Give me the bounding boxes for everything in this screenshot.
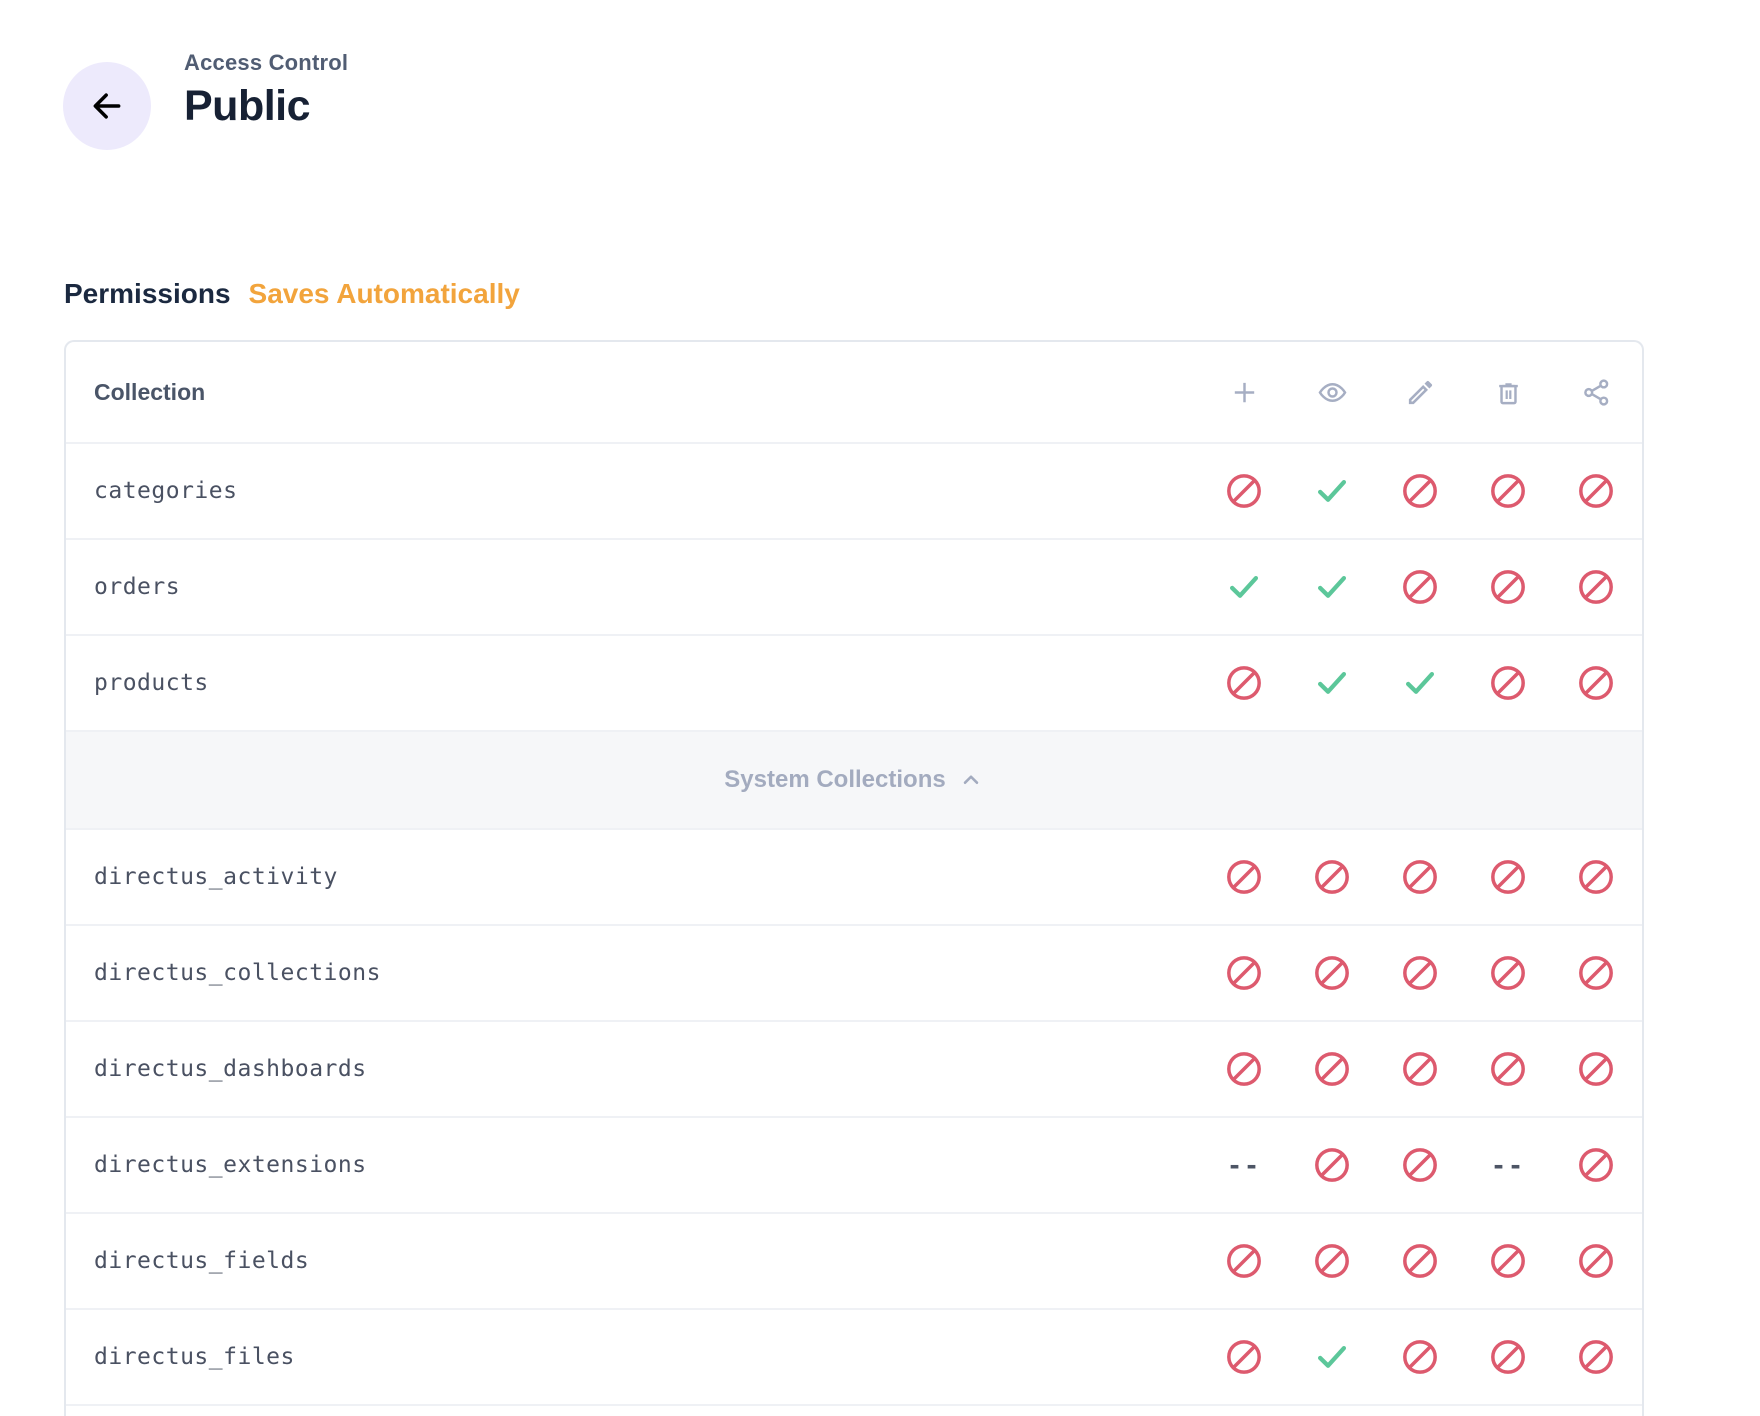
system-collections-toggle[interactable] (66, 730, 1642, 828)
permission-none-block-icon[interactable] (1312, 951, 1352, 995)
table-row-partial (66, 1404, 1642, 1416)
permission-none-block-icon[interactable] (1400, 1335, 1440, 1379)
table-row[interactable] (66, 538, 1642, 634)
permission-none-block-icon[interactable] (1488, 469, 1528, 513)
permission-none-block-icon[interactable] (1488, 1239, 1528, 1283)
permission-none-block-icon[interactable] (1224, 469, 1264, 513)
permission-none-block-icon[interactable] (1312, 1143, 1352, 1187)
collection-name: directus_collections (94, 960, 381, 986)
page-title: Public (184, 82, 311, 130)
permission-none-block-icon[interactable] (1400, 565, 1440, 609)
permission-none-block-icon[interactable] (1488, 1047, 1528, 1091)
permission-none-block-icon[interactable] (1576, 469, 1616, 513)
autosave-note: Saves Automatically (248, 278, 520, 309)
permission-full-check-icon[interactable] (1224, 565, 1264, 609)
permissions-table (64, 340, 1644, 1416)
collection-name: directus_files (94, 1344, 295, 1370)
chevron-up-icon (958, 767, 984, 793)
permission-none-block-icon[interactable] (1224, 1239, 1264, 1283)
permission-none-block-icon[interactable] (1576, 1239, 1616, 1283)
table-row[interactable] (66, 634, 1642, 730)
permission-none-block-icon[interactable] (1400, 1047, 1440, 1091)
permission-full-check-icon[interactable] (1400, 661, 1440, 705)
breadcrumb: Access Control (184, 50, 349, 75)
permission-none-block-icon[interactable] (1224, 661, 1264, 705)
permission-full-check-icon[interactable] (1312, 1335, 1352, 1379)
back-button[interactable] (63, 62, 151, 150)
collection-name: directus_extensions (94, 1152, 367, 1178)
permission-none-block-icon[interactable] (1576, 1047, 1616, 1091)
permission-not-applicable[interactable]: -- (1490, 1150, 1526, 1180)
permission-full-check-icon[interactable] (1312, 661, 1352, 705)
action-column-headers (1224, 370, 1642, 414)
pencil-icon (1400, 370, 1440, 414)
permissions-section-title: Permissions (64, 278, 231, 309)
table-header-row (66, 342, 1642, 442)
permission-none-block-icon[interactable] (1576, 1335, 1616, 1379)
permission-none-block-icon[interactable] (1488, 565, 1528, 609)
table-row[interactable] (66, 1116, 1642, 1212)
table-row[interactable] (66, 1020, 1642, 1116)
permission-full-check-icon[interactable] (1312, 469, 1352, 513)
share-icon (1576, 370, 1616, 414)
table-row[interactable] (66, 924, 1642, 1020)
eye-icon (1312, 370, 1352, 414)
plus-icon (1224, 370, 1264, 414)
permission-none-block-icon[interactable] (1312, 1239, 1352, 1283)
permission-none-block-icon[interactable] (1224, 951, 1264, 995)
collection-name: orders (94, 574, 181, 600)
permission-not-applicable[interactable]: -- (1226, 1150, 1262, 1180)
permission-none-block-icon[interactable] (1312, 855, 1352, 899)
permission-none-block-icon[interactable] (1576, 661, 1616, 705)
permission-none-block-icon[interactable] (1576, 855, 1616, 899)
system-collections-label: System Collections (724, 766, 946, 793)
permission-none-block-icon[interactable] (1576, 565, 1616, 609)
permission-none-block-icon[interactable] (1400, 1239, 1440, 1283)
arrow-left-icon (87, 86, 127, 126)
collection-name: categories (94, 478, 238, 504)
collection-name: directus_fields (94, 1248, 310, 1274)
permission-none-block-icon[interactable] (1400, 855, 1440, 899)
trash-icon (1488, 370, 1528, 414)
table-row[interactable] (66, 1308, 1642, 1404)
permission-none-block-icon[interactable] (1488, 661, 1528, 705)
permission-none-block-icon[interactable] (1400, 469, 1440, 513)
permission-none-block-icon[interactable] (1312, 1047, 1352, 1091)
collection-name: directus_activity (94, 864, 338, 890)
permission-none-block-icon[interactable] (1488, 951, 1528, 995)
permission-none-block-icon[interactable] (1488, 855, 1528, 899)
permission-none-block-icon[interactable] (1576, 951, 1616, 995)
table-row[interactable] (66, 828, 1642, 924)
permission-none-block-icon[interactable] (1224, 1335, 1264, 1379)
permission-none-block-icon[interactable] (1224, 1047, 1264, 1091)
permission-full-check-icon[interactable] (1312, 565, 1352, 609)
table-row[interactable] (66, 1212, 1642, 1308)
permission-none-block-icon[interactable] (1400, 951, 1440, 995)
collection-name: products (94, 670, 209, 696)
table-row[interactable] (66, 442, 1642, 538)
permission-none-block-icon[interactable] (1576, 1143, 1616, 1187)
permission-none-block-icon[interactable] (1488, 1335, 1528, 1379)
permission-none-block-icon[interactable] (1400, 1143, 1440, 1187)
collection-column-header: Collection (94, 378, 206, 405)
permission-none-block-icon[interactable] (1224, 855, 1264, 899)
collection-name: directus_dashboards (94, 1056, 367, 1082)
